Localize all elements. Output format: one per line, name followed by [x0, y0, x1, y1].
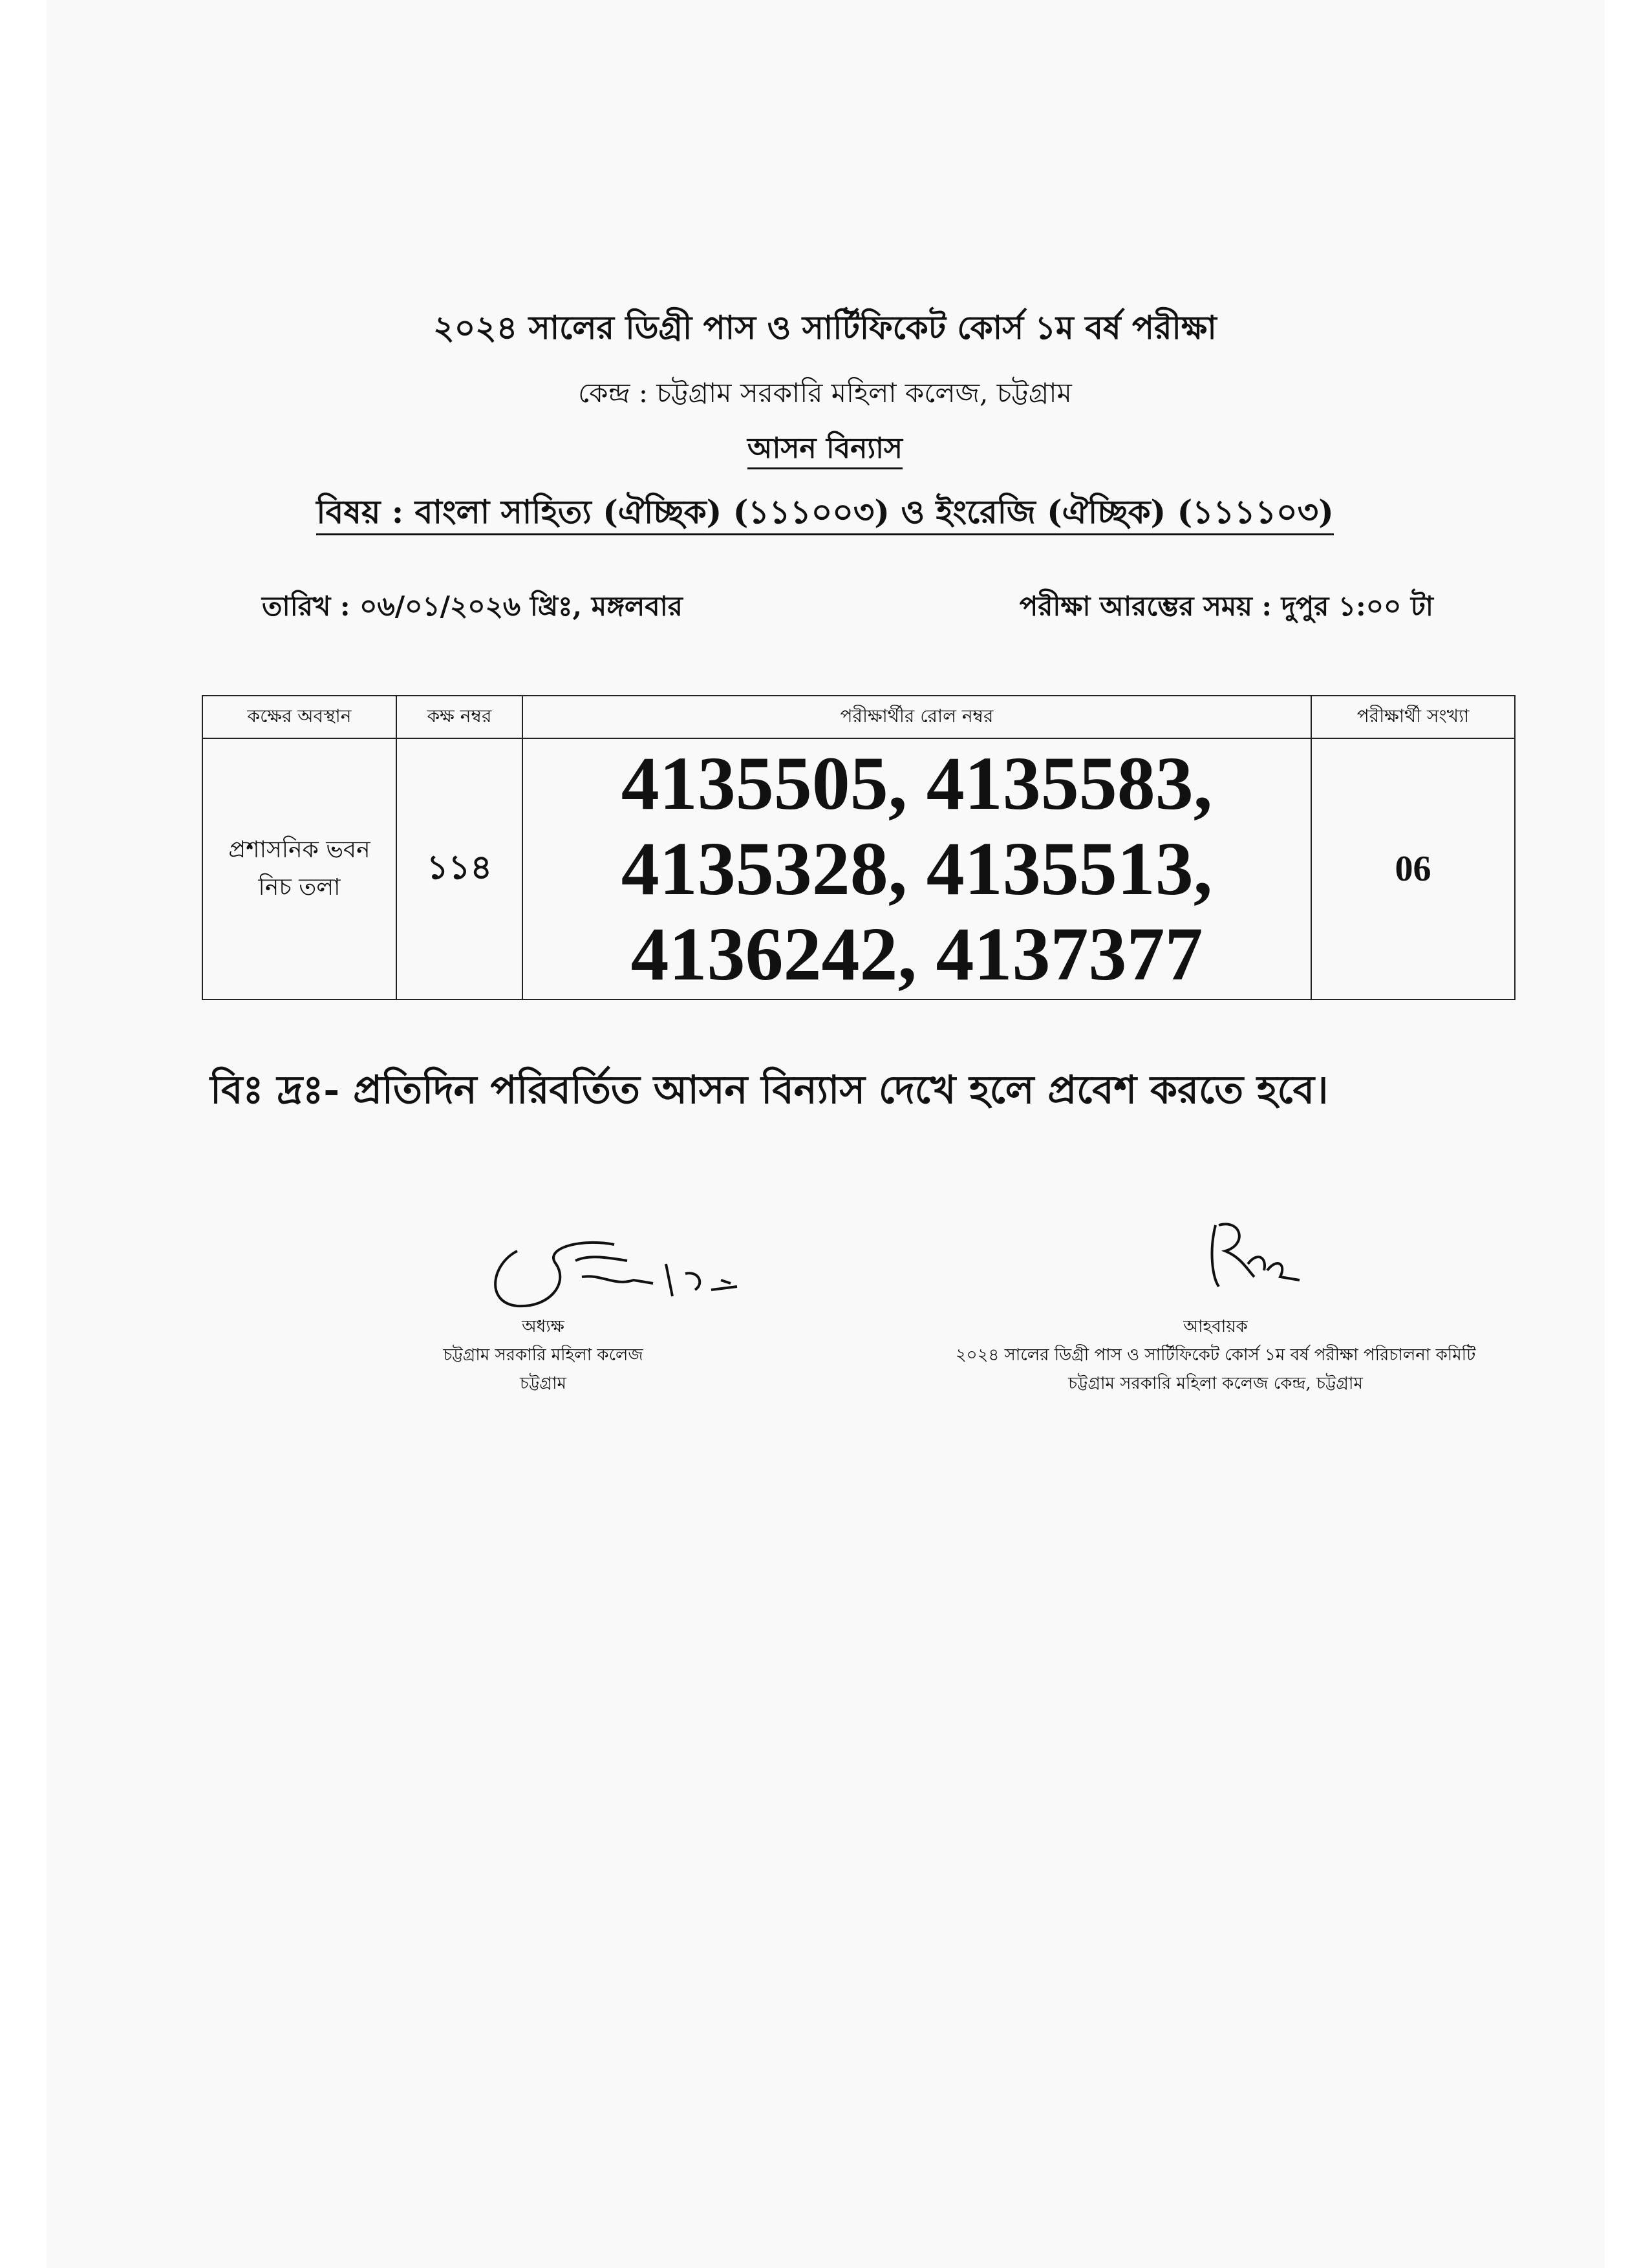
- principal-college: চট্টগ্রাম সরকারি মহিলা কলেজ: [443, 1345, 643, 1365]
- notice-text: বিঃ দ্রঃ- প্রতিদিন পরিবর্তিত আসন বিন্যাস দেখে হলে প্রবেশ করতে হবে।: [210, 1067, 1329, 1113]
- convener-role: আহবায়ক: [1183, 1317, 1248, 1336]
- principal-role: অধ্যক্ষ: [522, 1317, 564, 1336]
- rolls-line-2: 4135328, 4135513,: [621, 826, 1213, 911]
- seat-plan-label: আসন বিন্যাস: [747, 432, 903, 469]
- principal-signature-block: [388, 1312, 698, 1398]
- location-line-2: নিচ তলা: [258, 874, 341, 901]
- rolls-line-1: 4135505, 4135583,: [621, 741, 1213, 826]
- table-row: [202, 738, 1515, 1000]
- room-location-cell: [202, 738, 396, 1000]
- examinee-count-cell: 06: [1311, 738, 1515, 1000]
- convener-committee: ২০২৪ সালের ডিগ্রী পাস ও সার্টিফিকেট কোর্স ১ম বর্ষ পরীক্ষা পরিচালনা কমিটি: [955, 1345, 1476, 1365]
- principal-signature: [478, 1225, 750, 1322]
- exam-start-time: পরীক্ষা আরম্ভের সময় : দুপুর ১:০০ টা: [1019, 590, 1433, 622]
- rolls-line-3: 4136242, 4137377: [630, 912, 1203, 996]
- header-room-location: কক্ষের অবস্থান: [202, 696, 396, 738]
- roll-numbers-cell: [522, 738, 1311, 1000]
- subject-line: [0, 488, 1650, 542]
- convener-signature-block: [892, 1312, 1539, 1398]
- room-number-cell: ১১৪: [396, 738, 522, 1000]
- subject-label: বিষয় : বাংলা সাহিত্য (ঐচ্ছিক) (১১১০০৩) ও ইংরেজি (ঐচ্ছিক) (১১১১০৩): [316, 493, 1334, 535]
- principal-city: চট্টগ্রাম: [520, 1374, 566, 1393]
- convener-centre: চট্টগ্রাম সরকারি মহিলা কলেজ কেন্দ্র, চট্টগ্রাম: [1068, 1374, 1363, 1393]
- exam-title: ২০২৪ সালের ডিগ্রী পাস ও সার্টিফিকেট কোর্স ১ম বর্ষ পরীক্ষা: [433, 308, 1217, 347]
- seat-plan-table: [202, 695, 1516, 1000]
- table-header-row: [202, 696, 1515, 738]
- exam-date: তারিখ : ০৬/০১/২০২৬ খ্রিঃ, মঙ্গলবার: [262, 590, 683, 622]
- location-line-1: প্রশাসনিক ভবন: [228, 837, 370, 863]
- seat-plan-heading: [0, 427, 1650, 474]
- exam-centre: কেন্দ্র : চট্টগ্রাম সরকারি মহিলা কলেজ, চট্টগ্রাম: [578, 377, 1072, 409]
- header-room-number: কক্ষ নম্বর: [396, 696, 522, 738]
- header-examinee-count: পরীক্ষার্থী সংখ্যা: [1311, 696, 1515, 738]
- convener-signature: [1203, 1212, 1306, 1296]
- header-roll-numbers: পরীক্ষার্থীর রোল নম্বর: [522, 696, 1311, 738]
